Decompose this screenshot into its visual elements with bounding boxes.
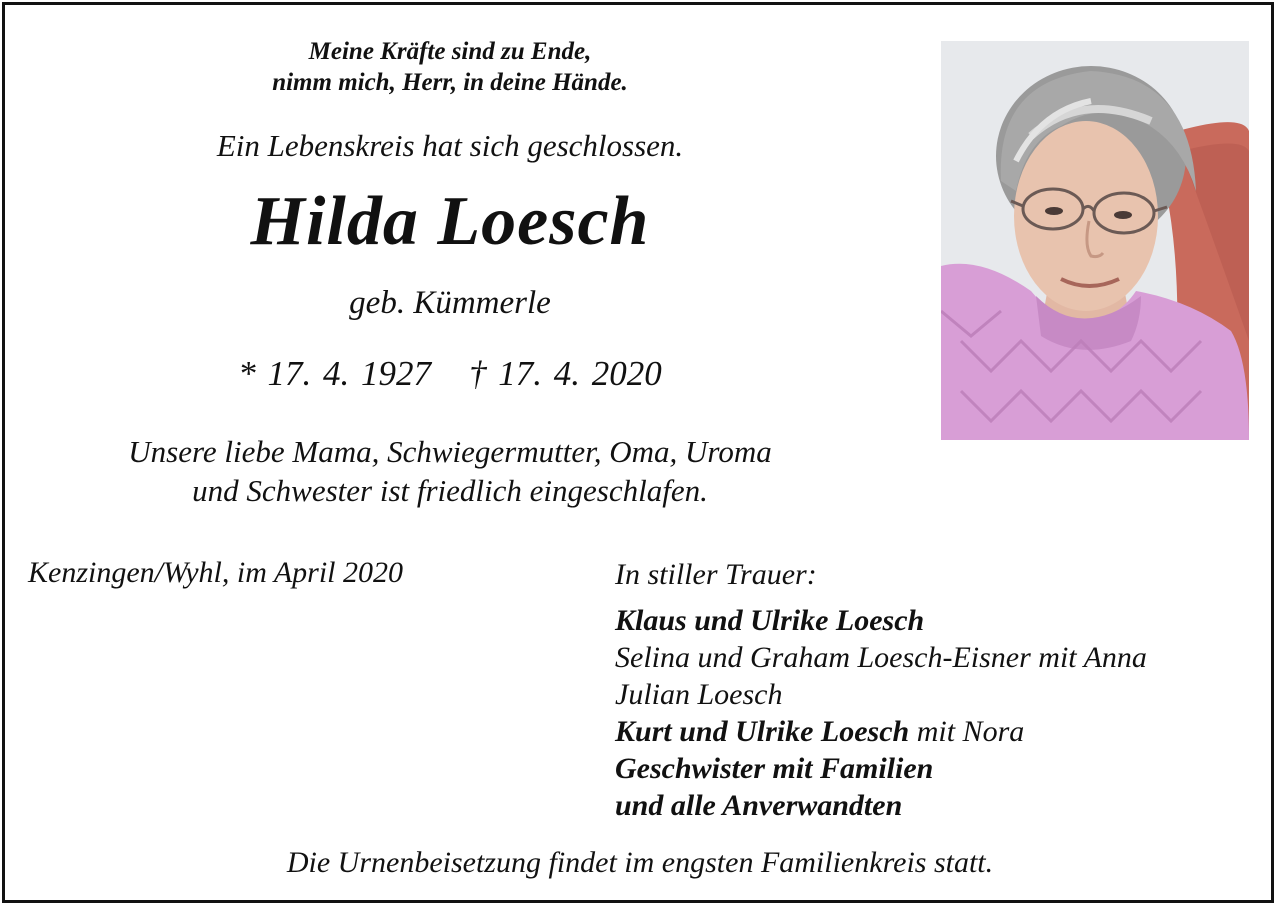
birth-date: * 17. 4. 1927	[238, 354, 431, 393]
portrait-photo	[941, 41, 1249, 440]
mourner-line: Julian Loesch	[615, 678, 783, 711]
mourner-name-suffix: mit Nora	[909, 715, 1025, 748]
deceased-name: Hilda Loesch	[250, 183, 650, 260]
tribute-text	[40, 432, 860, 510]
circle-closed-line: Ein Lebenskreis hat sich geschlossen.	[216, 128, 684, 163]
mourners-heading: In stiller Trauer:	[615, 558, 817, 591]
mourners-list	[615, 556, 1255, 824]
portrait-illustration	[941, 41, 1249, 440]
verse-line-2: nimm mich, Herr, in deine Hände.	[272, 69, 628, 96]
tribute-line-1: Unsere liebe Mama, Schwiegermutter, Oma, Uroma	[128, 434, 772, 469]
mourner-line: Klaus und Ulrike Loesch	[615, 604, 925, 637]
bible-verse	[180, 36, 720, 98]
burial-note: Die Urnenbeisetzung findet im engsten Familienkreis statt.	[286, 846, 994, 879]
place-and-date: Kenzingen/Wyhl, im April 2020	[28, 556, 403, 589]
mourner-line: Geschwister mit Familien	[615, 752, 934, 785]
mourner-line	[615, 713, 1255, 750]
mourner-name-bold: Kurt und Ulrike Loesch	[615, 715, 910, 748]
life-dates	[100, 354, 800, 394]
birth-name: geb. Kümmerle	[349, 285, 551, 321]
verse-line-1: Meine Kräfte sind zu Ende,	[308, 38, 592, 65]
death-date: † 17. 4. 2020	[469, 354, 662, 393]
mourner-line: Selina und Graham Loesch-Eisner mit Anna	[615, 641, 1147, 674]
mourner-line: und alle Anverwandten	[615, 789, 903, 822]
tribute-line-2: und Schwester ist friedlich eingeschlafen.	[192, 473, 708, 508]
